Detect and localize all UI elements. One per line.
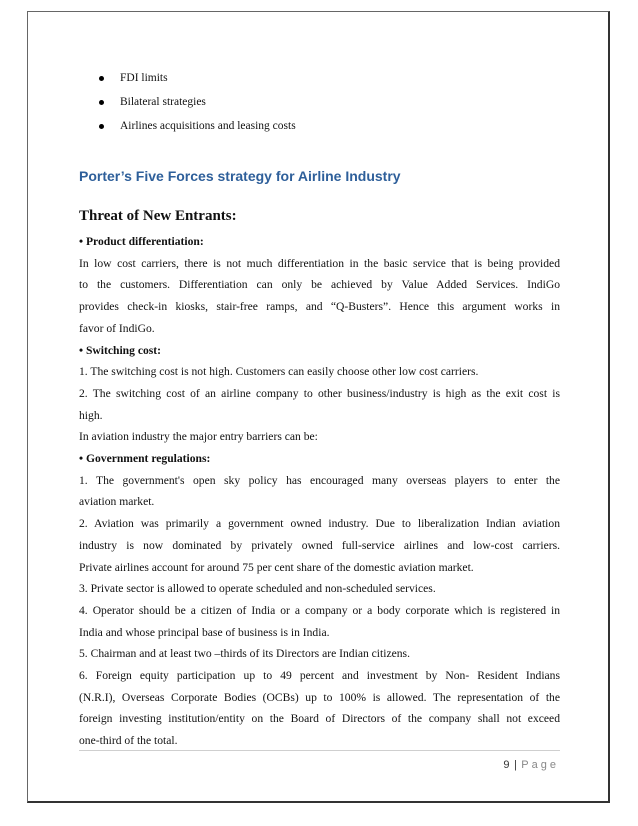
body-text [79,231,560,752]
text-line: 2. The switching cost of an airline company to other business/industry is high as the exit cost is [79,386,560,400]
text-line: 3. Private sector is allowed to operate scheduled and non-scheduled services. [79,582,436,596]
list-item: FDI limits [79,72,296,96]
bullet-icon [99,100,104,105]
text-line: India and whose principal base of business is in India. [79,625,330,639]
list-item: Airlines acquisitions and leasing costs [79,120,296,144]
subheading: Threat of New Entrants: [79,208,237,224]
text-line: In aviation industry the major entry barriers can be: [79,430,318,444]
footer-rule [79,750,560,751]
text-line: 5. Chairman and at least two –thirds of its Directors are Indian citizens. [79,647,410,661]
text-line: favor of IndiGo. [79,321,155,335]
text-line: high. [79,408,103,422]
list-item: Bilateral strategies [79,96,296,120]
text-line: to the customers. Differentiation can only be achieved by Value Added Services. IndiGo [79,278,560,292]
text-line: industry is now dominated by privately owned full-service airlines and low-cost carriers. [79,538,560,552]
subsection-label: • Switching cost: [79,343,161,357]
page-number: 9 | Page [503,759,559,771]
text-line: 2. Aviation was primarily a government owned industry. Due to liberalization Indian aviation [79,517,560,531]
text-line: 6. Foreign equity participation up to 49 percent and investment by Non- Resident Indians [79,669,560,683]
text-line: one-third of the total. [79,734,178,748]
bullet-icon [99,76,104,81]
text-line: (N.R.I), Overseas Corporate Bodies (OCBs) up to 100% is allowed. The representation of the [79,690,560,704]
text-line: 1. The government's open sky policy has encouraged many overseas players to enter the [79,473,560,487]
bullet-list [79,72,296,144]
text-line: 4. Operator should be a citizen of India or a company or a body corporate which is registered in [79,603,560,617]
text-line: provides check-in kiosks, stair-free ramps, and “Q-Busters”. Hence this argument works in [79,300,560,314]
subsection-label: • Government regulations: [79,452,211,466]
bullet-icon [99,124,104,129]
text-line: aviation market. [79,495,155,509]
text-line: 1. The switching cost is not high. Customers can easily choose other low cost carriers. [79,365,479,379]
subsection-label: • Product differentiation: [79,235,204,248]
text-line: foreign investing institution/entity on the Board of Directors of the company shall not exceed [79,712,560,726]
text-line: In low cost carriers, there is not much differentiation in the basic service that is being provided [79,256,560,270]
section-heading: Porter’s Five Forces strategy for Airline Industry [79,168,401,184]
text-line: Private airlines account for around 75 per cent share of the domestic aviation market. [79,560,474,574]
